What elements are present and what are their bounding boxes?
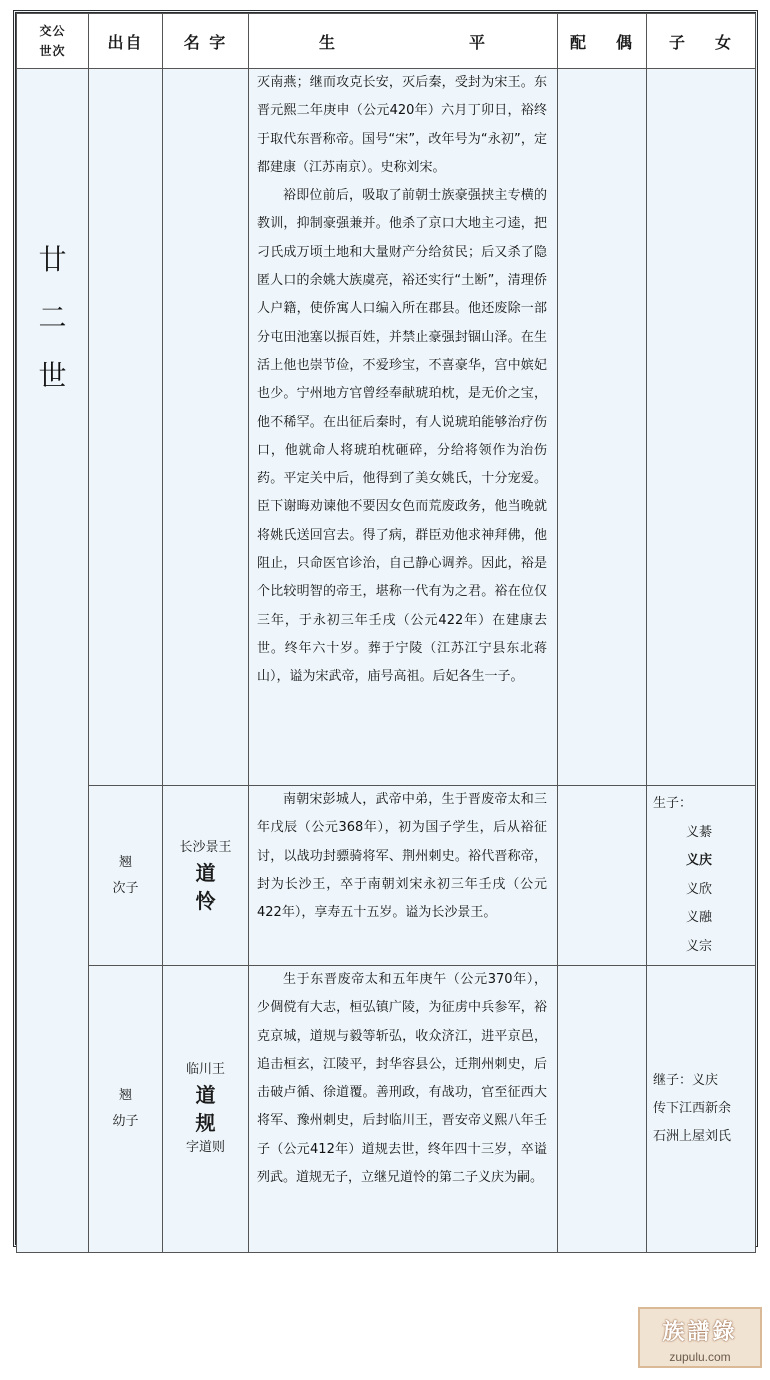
bio-text (249, 786, 557, 927)
logo-text: 族譜錄 (662, 1319, 738, 1345)
header-bio (249, 14, 558, 69)
bio-text (249, 69, 557, 692)
children-list (647, 786, 755, 965)
bio-paragraph: 生于东晋废帝太和五年庚午（公元370年），少倜傥有大志，桓弘镇广陵，为征虏中兵参军，裕克京城，道规与毅等斩弘，收众济江，进平京邑，追击桓玄，江陵平，封华容县公，迁荆州刺史，后击破卢循、徐道覆。善刑政，有战功，官至征西大将军、豫州刺史，后封临川王，晋安帝义熙八年壬子（公元412年）道规去世，终年四十三岁，卒谥列武。道规无子，立继兄道怜的第二子义庆为嗣。 (257, 972, 547, 1186)
child-name: 义宗 (686, 938, 713, 954)
origin-father: 翘 (118, 854, 132, 870)
courtesy-name: 字道则 (185, 1140, 225, 1155)
zupulu-logo (638, 1307, 762, 1368)
spouse-cell (558, 69, 647, 786)
children-cell (647, 786, 756, 966)
bio-paragraph: 裕即位前后，吸取了前朝士族豪强挟主专横的教训，抑制豪强兼并。他杀了京口大地主刁逵，把刁氏成万顷土地和大量财产分给贫民；后又杀了隐匿人口的余姚大族虞亮，裕还实行“土断”，清理侨人户籍，使侨寓人口编入所在郡县。他还废除一部分屯田池塞以振百姓，并禁止豪强封锢山泽。在生活上他也崇节俭，不爱珍宝，不喜豪华，宫中嫔妃也少。宁州地方官曾经奉献琥珀枕，是无价之宝，他不稀罕。在出征后秦时，有人说琥珀能够治疗伤口，他就命人将琥珀枕砸碎，分给将领作为治伤药。平定关中后，他得到了美女姚氏，十分宠爱。臣下谢晦劝谏他不要因女色而荒废政务，他当晚就将姚氏送回宫去。得了病，群臣劝他求神拜佛，他阻止，只命医官诊治，自己静心调养。因此，裕是个比较明智的帝王，堪称一代有为之君。裕在位仅三年，于永初三年壬戌（公元422年）在建康去世。终年六十岁。葬于宁陵（江苏江宁县东北蒋山），谥为宋武帝，庙号高祖。后妃各生一子。 (257, 188, 547, 685)
name-cell (163, 966, 249, 1253)
row-dao-lian (17, 786, 756, 966)
header-spouse-label: 配 偶 (570, 32, 634, 52)
header-generation-label: 交公 世次 (39, 24, 66, 58)
person-name-char-1: 道 (195, 1083, 216, 1107)
bio-cell (249, 966, 558, 1253)
header-origin-label: 出自 (107, 32, 144, 52)
children-cell (647, 69, 756, 786)
header-row (17, 14, 756, 69)
header-spouse (558, 14, 647, 69)
generation-cell (17, 69, 89, 1253)
row-liu-yu (17, 69, 756, 786)
succession-line-3: 石洲上屋刘氏 (653, 1129, 732, 1144)
header-name-label: 名 字 (183, 32, 228, 52)
child-name: 义融 (686, 910, 713, 925)
bio-text (249, 966, 557, 1192)
bio-cell (249, 69, 558, 786)
logo-url: zupulu.com (669, 1350, 731, 1364)
name-cell (163, 69, 249, 786)
row-dao-gui (17, 966, 756, 1253)
succession-line-2: 传下江西新余 (653, 1101, 732, 1116)
header-children-label: 子 女 (669, 32, 733, 52)
name-cell (163, 786, 249, 966)
header-children (647, 14, 756, 69)
spouse-cell (558, 786, 647, 966)
bio-paragraph: 南朝宋彭城人，武帝中弟，生于晋废帝太和三年戊辰（公元368年），初为国子学生，后从裕征讨，以战功封骠骑将军、荆州刺史。裕代晋称帝，封为长沙王，卒于南朝刘宋永初三年壬戌（公元422年），享寿五十五岁。谥为长沙景王。 (257, 792, 547, 921)
origin-cell (89, 966, 163, 1253)
person-title: 长沙景王 (179, 839, 232, 855)
child-name: 义綦 (686, 824, 713, 840)
person-title: 临川王 (185, 1062, 225, 1077)
children-heading: 生子： (653, 796, 693, 811)
generation-char-1: 廿 (38, 243, 67, 276)
header-origin (89, 14, 163, 69)
person-name-char-1: 道 (195, 860, 216, 885)
header-bio-label: 生 平 (319, 32, 487, 52)
header-name (163, 14, 249, 69)
header-generation (17, 14, 89, 69)
generation-char-3: 世 (38, 359, 67, 392)
child-name: 义庆 (686, 853, 713, 868)
origin-cell (89, 69, 163, 786)
succession-line-1: 继子：义庆 (653, 1073, 719, 1088)
origin-cell (89, 786, 163, 966)
spouse-cell (558, 966, 647, 1253)
person-name-char-2: 怜 (195, 888, 216, 913)
genealogy-table (16, 13, 756, 1253)
origin-father: 翘 (118, 1088, 132, 1103)
bio-paragraph: 灭南燕；继而攻克长安，灭后秦，受封为宋王。东晋元熙二年庚申（公元420年）六月丁卯日，裕终于取代东晋称帝。国号“宋”，改年号为“永初”，定都建康（江苏南京）。史称刘宋。 (257, 75, 547, 175)
origin-rank: 次子 (112, 880, 139, 896)
child-name: 义欣 (686, 881, 713, 897)
person-name-char-2: 规 (195, 1111, 216, 1135)
origin-rank: 幼子 (112, 1114, 139, 1129)
generation-mark (17, 69, 88, 405)
bio-cell (249, 786, 558, 966)
generation-char-2: 二 (38, 301, 67, 334)
children-cell (647, 966, 756, 1253)
